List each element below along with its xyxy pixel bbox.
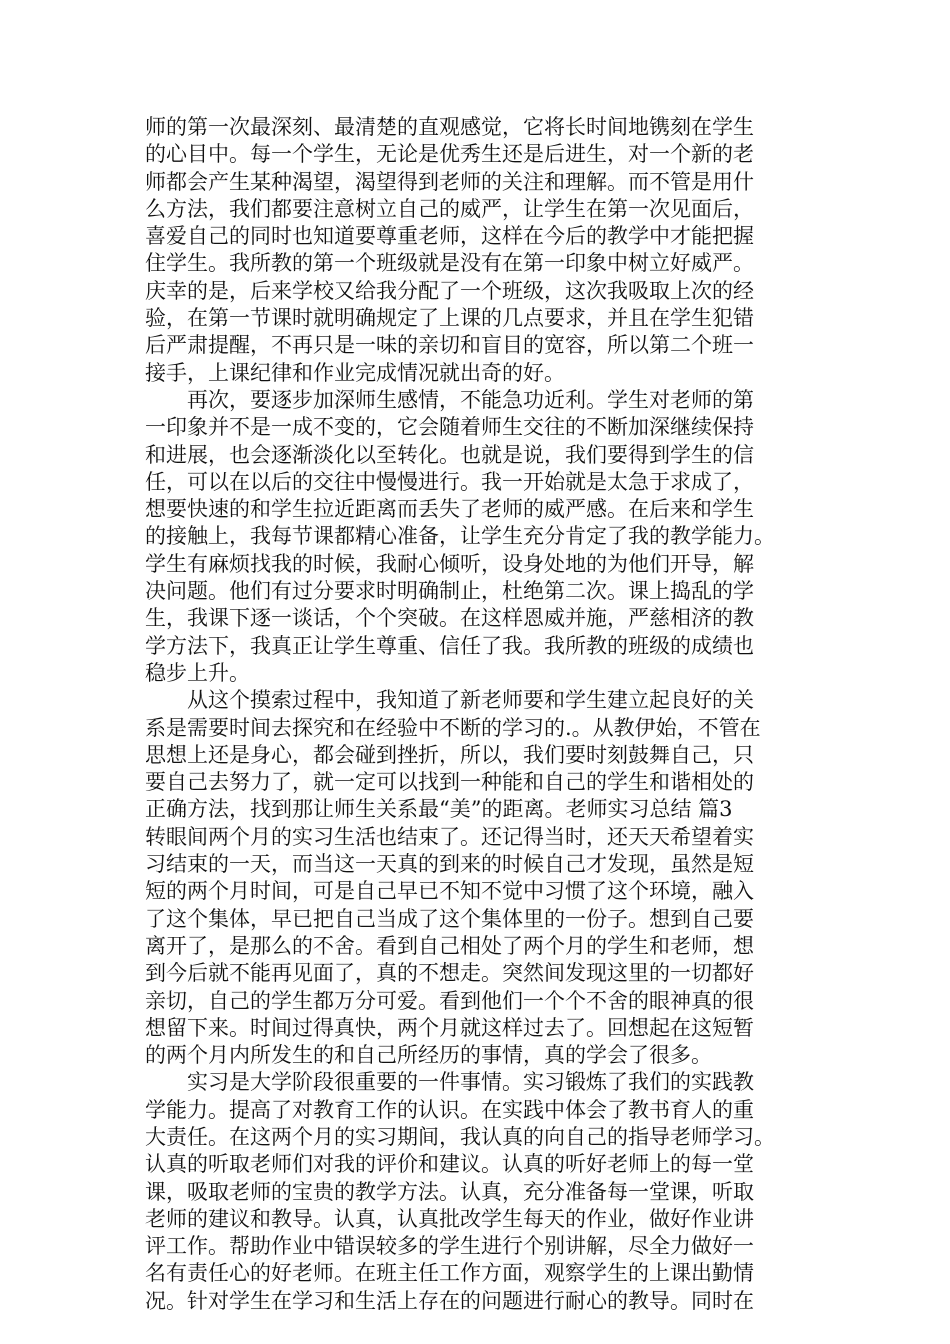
text-line: 学生有麻烦找我的时候，我耐心倾听，设身处地的为他们开导，解 [145, 551, 754, 576]
text-line: 想要快速的和学生拉近距离而丢失了老师的威严感。在后来和学生 [145, 497, 754, 522]
text-line: 一印象并不是一成不变的，它会随着师生交往的不断加深继续保持 [145, 415, 754, 440]
text-line: 师的第一次最深刻、最清楚的直观感觉，它将长时间地镌刻在学生 [145, 115, 754, 139]
text-line: 了这个集体，早已把自己当成了这个集体里的一份子。想到自己要 [145, 906, 754, 931]
text-line: 要自己去努力了，就一定可以找到一种能和自己的学生和谐相处的 [145, 770, 754, 795]
text-line: 思想上还是身心，都会碰到挫折，所以，我们要时刻鼓舞自己，只 [145, 742, 754, 767]
text-line: 任，可以在以后的交往中慢慢进行。我一开始就是太急于求成了， [145, 469, 754, 494]
text-line: 生，我课下逐一谈话，个个突破。在这样恩威并施，严慈相济的教 [145, 606, 754, 631]
text-line: 认真的听取老师们对我的评价和建议。认真的听好老师上的每一堂 [145, 1152, 754, 1177]
text-line: 学能力。提高了对教育工作的认识。在实践中体会了教书育人的重 [145, 1097, 754, 1122]
text-line: 喜爱自己的同时也知道要尊重老师，这样在今后的教学中才能把握 [145, 224, 754, 249]
text-line: 系是需要时间去探究和在经验中不断的学习的.。从教伊始，不管在 [145, 715, 761, 740]
text-line: 大责任。在这两个月的实习期间，我认真的向自己的指导老师学习。 [145, 1124, 775, 1149]
text-line: 到今后就不能再见面了，真的不想走。突然间发现这里的一切都好 [145, 961, 754, 986]
text-line: 老师的建议和教导。认真，认真批改学生每天的作业，做好作业讲 [145, 1206, 754, 1231]
text-line: 学方法下，我真正让学生尊重、信任了我。我所教的班级的成绩也 [145, 633, 754, 658]
text-line: 转眼间两个月的实习生活也结束了。还记得当时，还天天希望着实 [145, 824, 754, 849]
text-line: 的心目中。每一个学生，无论是优秀生还是后进生，对一个新的老 [145, 142, 754, 167]
text-line: 名有责任心的好老师。在班主任工作方面，观察学生的上课出勤情 [145, 1261, 754, 1286]
text-line: 离开了，是那么的不舍。看到自己相处了两个月的学生和老师，想 [145, 933, 754, 958]
text-line: 课，吸取老师的宝贵的教学方法。认真，充分准备每一堂课，听取 [145, 1179, 754, 1204]
text-line: 习结束的一天，而当这一天真的到来的时候自己才发现，虽然是短 [145, 852, 754, 877]
text-line: 住学生。我所教的第一个班级就是没有在第一印象中树立好威严。 [145, 251, 754, 276]
text-line: 接手，上课纪律和作业完成情况就出奇的好。 [145, 360, 565, 385]
body-text [145, 114, 815, 1315]
text-line: 评工作。帮助作业中错误较多的学生进行个别讲解，尽全力做好一 [145, 1234, 754, 1259]
text-line: 再次，要逐步加深师生感情，不能急功近利。学生对老师的第 [145, 387, 754, 412]
text-line: 从这个摸索过程中，我知道了新老师要和学生建立起良好的关 [145, 688, 754, 713]
text-line: 正确方法，找到那让师生关系最“美”的距离。老师实习总结 篇3 [145, 797, 733, 822]
text-line: 的两个月内所发生的和自己所经历的事情，真的学会了很多。 [145, 1043, 712, 1068]
text-line: 验，在第一节课时就明确规定了上课的几点要求，并且在学生犯错 [145, 306, 754, 331]
text-line: 的接触上，我每节课都精心准备，让学生充分肯定了我的教学能力。 [145, 524, 775, 549]
text-line: 庆幸的是，后来学校又给我分配了一个班级，这次我吸取上次的经 [145, 278, 754, 303]
text-line: 稳步上升。 [145, 660, 250, 685]
text-line: 短的两个月时间，可是自己早已不知不觉中习惯了这个环境，融入 [145, 879, 754, 904]
text-line: 实习是大学阶段很重要的一件事情。实习锻炼了我们的实践教 [145, 1070, 754, 1095]
text-line: 后严肃提醒，不再只是一味的亲切和盲目的宽容，所以第二个班一 [145, 333, 754, 358]
text-line: 么方法，我们都要注意树立自己的威严，让学生在第一次见面后， [145, 196, 754, 221]
text-line: 和进展，也会逐渐淡化以至转化。也就是说，我们要得到学生的信 [145, 442, 754, 467]
text-line: 况。针对学生在学习和生活上存在的问题进行耐心的教导。同时在 [145, 1288, 754, 1313]
text-line: 想留下来。时间过得真快，两个月就这样过去了。回想起在这短暂 [145, 1015, 754, 1040]
text-line: 亲切，自己的学生都万分可爱。看到他们一个个不舍的眼神真的很 [145, 988, 754, 1013]
text-line: 师都会产生某种渴望，渴望得到老师的关注和理解。而不管是用什 [145, 169, 754, 194]
text-line: 决问题。他们有过分要求时明确制止，杜绝第二次。课上捣乱的学 [145, 579, 754, 604]
